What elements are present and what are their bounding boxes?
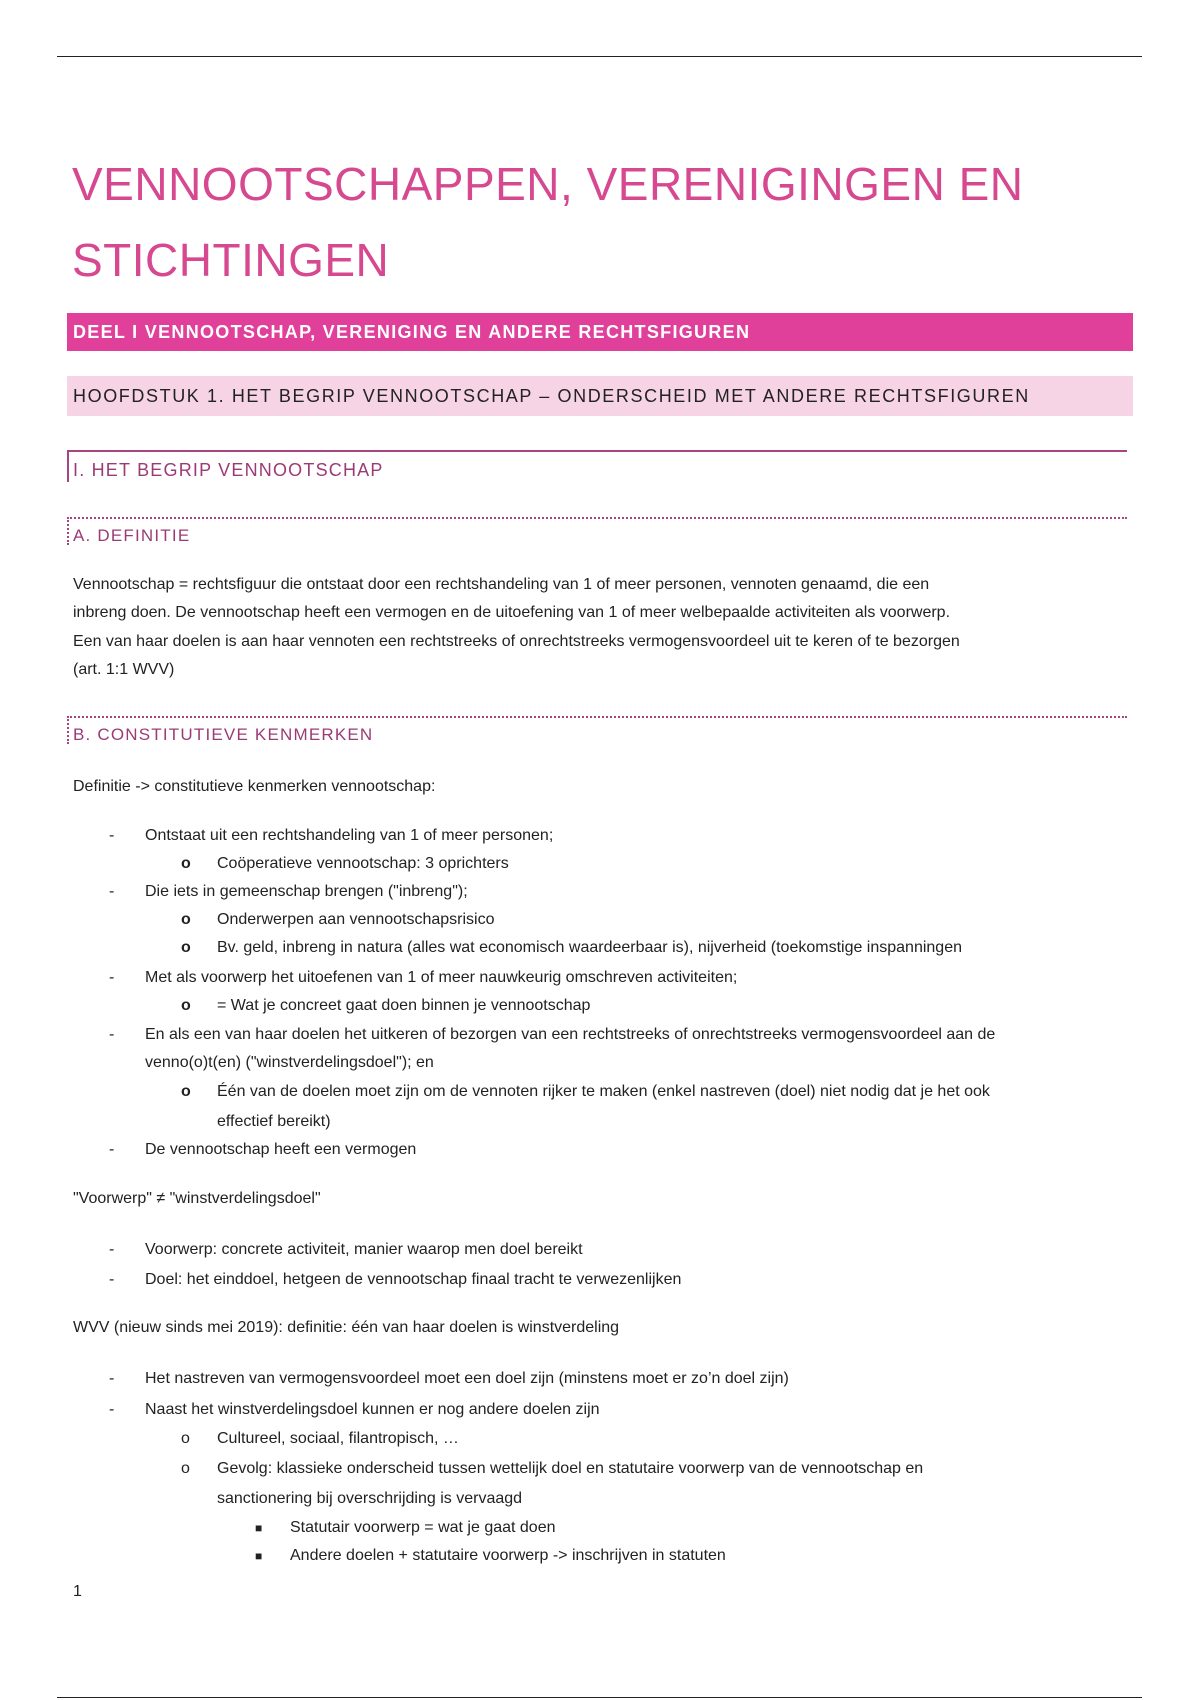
subsection-heading-definitie: A. DEFINITIE	[67, 517, 1127, 545]
top-rule	[57, 56, 1142, 57]
definition-line: (art. 1:1 WVV)	[73, 660, 175, 678]
circle-bullet: o	[181, 997, 191, 1014]
list-item-text: Gevolg: klassieke onderscheid tussen wettelijk doel en statutaire voorwerp van de vennootschap en	[217, 1460, 924, 1477]
list-item-text: De vennootschap heeft een vermogen	[145, 1141, 417, 1158]
dash-bullet: -	[109, 969, 115, 986]
list-item	[181, 1078, 1135, 1106]
definition-line: inbreng doen. De vennootschap heeft een vermogen en de uitoefening van 1 of meer welbepaalde activiteiten als voorwerp.	[73, 604, 951, 622]
chapter-heading: HOOFDSTUK 1. HET BEGRIP VENNOOTSCHAP – ONDERSCHEID MET ANDERE RECHTSFIGUREN	[67, 376, 1133, 416]
circle-bullet: o	[181, 1430, 190, 1447]
part-heading: DEEL I VENNOOTSCHAP, VERENIGING EN ANDERE RECHTSFIGUREN	[67, 313, 1133, 351]
list-item-text: Met als voorwerp het uitoefenen van 1 of meer nauwkeurig omschreven activiteiten;	[145, 969, 738, 986]
title-line-2: STICHTINGEN	[72, 234, 390, 286]
list-item	[109, 1136, 1135, 1164]
list-item	[255, 1542, 1135, 1570]
list-item	[109, 964, 1135, 992]
list-item-text: venno(o)t(en) ("winstverdelingsdoel"); en	[145, 1054, 434, 1071]
list-item-text: Naast het winstverdelingsdoel kunnen er nog andere doelen zijn	[145, 1401, 600, 1418]
title-line-1: VENNOOTSCHAPPEN, VERENIGINGEN EN	[72, 158, 1024, 210]
list-item-continuation	[145, 1049, 1135, 1077]
list-item	[181, 992, 1135, 1020]
list-item-text: En als een van haar doelen het uitkeren of bezorgen van een rechtstreeks of onrechtstreeks vermogensvoordeel aan de	[145, 1026, 996, 1043]
list-item	[109, 878, 1135, 906]
voorwerp-vs-doel-line: "Voorwerp" ≠ "winstverdelingsdoel"	[73, 1190, 321, 1207]
dash-bullet: -	[109, 1271, 115, 1288]
kenmerken-intro: Definitie -> constitutieve kenmerken vennootschap:	[73, 778, 436, 795]
list-item-text: Doel: het einddoel, hetgeen de vennootschap finaal tracht te verwezenlijken	[145, 1271, 682, 1288]
list-item-continuation	[217, 1108, 1135, 1136]
circle-bullet: o	[181, 855, 191, 872]
dash-bullet: -	[109, 1370, 115, 1387]
circle-bullet: o	[181, 1460, 190, 1477]
circle-bullet: o	[181, 1083, 191, 1100]
dash-bullet: -	[109, 1241, 115, 1258]
page-number: 1	[73, 1583, 82, 1600]
list-item-text: Bv. geld, inbreng in natura (alles wat economisch waardeerbaar is), nijverheid (toekomstige inspanningen	[217, 939, 962, 956]
circle-bullet: o	[181, 939, 191, 956]
bottom-rule	[57, 1697, 1142, 1698]
dash-bullet: -	[109, 827, 115, 844]
subsection-heading-kenmerken: B. CONSTITUTIEVE KENMERKEN	[67, 716, 1127, 744]
list-item	[181, 850, 1135, 878]
list-item	[255, 1514, 1135, 1542]
list-item	[109, 1365, 1135, 1393]
list-item	[109, 1236, 1135, 1264]
square-bullet: ■	[255, 1549, 263, 1563]
list-item	[109, 1266, 1135, 1294]
list-item-text: sanctionering bij overschrijding is vervaagd	[217, 1490, 523, 1507]
list-item	[109, 822, 1135, 850]
wvv-note: WVV (nieuw sinds mei 2019): definitie: één van haar doelen is winstverdeling	[73, 1319, 620, 1336]
list-item	[181, 934, 1135, 962]
definition-paragraph	[73, 571, 1133, 684]
list-item-text: Cultureel, sociaal, filantropisch, …	[217, 1430, 459, 1447]
dash-bullet: -	[109, 1026, 115, 1043]
list-item-text: Voorwerp: concrete activiteit, manier waarop men doel bereikt	[145, 1241, 583, 1258]
dash-bullet: -	[109, 1141, 115, 1158]
list-item-text: Één van de doelen moet zijn om de vennoten rijker te maken (enkel nastreven (doel) niet nodig dat je het ook	[217, 1083, 990, 1100]
list-item	[181, 1455, 1135, 1483]
document-title	[72, 146, 1122, 298]
dash-bullet: -	[109, 1401, 115, 1418]
definition-line: Vennootschap = rechtsfiguur die ontstaat door een rechtshandeling van 1 of meer personen, vennoten genaamd, die een	[73, 576, 930, 593]
list-item	[181, 906, 1135, 934]
definition-line: Een van haar doelen is aan haar vennoten een rechtstreeks of onrechtstreeks vermogensvoordeel uit te keren of te bezorgen	[73, 632, 960, 650]
list-item-text: Onderwerpen aan vennootschapsrisico	[217, 911, 495, 928]
list-item	[109, 1021, 1135, 1049]
circle-bullet: o	[181, 911, 191, 928]
list-item-text: Statutair voorwerp = wat je gaat doen	[290, 1519, 556, 1536]
list-item-text: Coöperatieve vennootschap: 3 oprichters	[217, 855, 509, 872]
square-bullet: ■	[255, 1521, 263, 1535]
list-item-text: Het nastreven van vermogensvoordeel moet een doel zijn (minstens moet er zo’n doel zijn)	[145, 1370, 789, 1387]
list-item-continuation	[217, 1485, 1135, 1513]
list-item-text: Die iets in gemeenschap brengen ("inbreng");	[145, 883, 468, 900]
list-item-text: Andere doelen + statutaire voorwerp -> inschrijven in statuten	[290, 1547, 726, 1564]
section-heading: I. HET BEGRIP VENNOOTSCHAP	[67, 450, 1127, 482]
list-item	[109, 1396, 1135, 1424]
list-item-text: = Wat je concreet gaat doen binnen je vennootschap	[217, 997, 591, 1014]
list-item-text: effectief bereikt)	[217, 1113, 331, 1130]
list-item-text: Ontstaat uit een rechtshandeling van 1 of meer personen;	[145, 827, 554, 844]
list-item	[181, 1425, 1135, 1453]
dash-bullet: -	[109, 883, 115, 900]
